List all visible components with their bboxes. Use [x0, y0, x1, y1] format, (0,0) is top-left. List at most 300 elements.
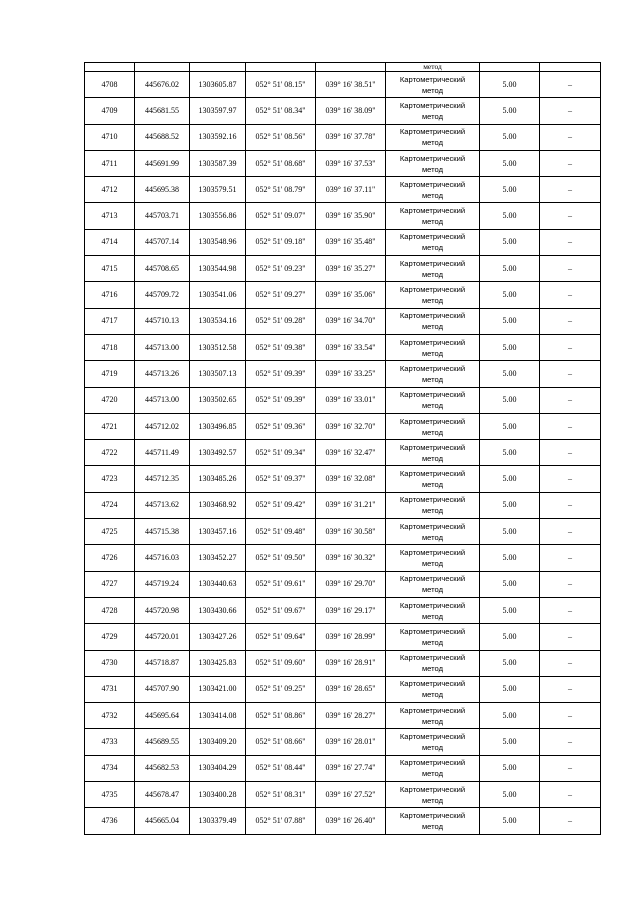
- accuracy-cell: 5.00: [480, 703, 540, 729]
- method-cell: [386, 755, 480, 781]
- method-cell: [386, 729, 480, 755]
- method-line-1: Картометрический: [399, 311, 466, 321]
- note-cell: –: [540, 703, 601, 729]
- method-cell: [386, 571, 480, 597]
- x-coordinate-cell: 445682.53: [135, 755, 190, 781]
- accuracy-cell: 5.00: [480, 203, 540, 229]
- y-coordinate-cell: 1303544.98: [190, 256, 246, 282]
- longitude-cell: 039° 16' 33.01": [316, 387, 386, 413]
- method-line-2: метод: [421, 585, 444, 595]
- table-row: [85, 308, 601, 334]
- table-row: [85, 387, 601, 413]
- note-cell: –: [540, 492, 601, 518]
- longitude-cell: 039° 16' 35.06": [316, 282, 386, 308]
- x-coordinate-cell: 445709.72: [135, 282, 190, 308]
- latitude-cell: 052° 51' 08.79": [246, 177, 316, 203]
- x-coordinate-cell: 445710.13: [135, 308, 190, 334]
- table-row: [85, 624, 601, 650]
- method-line-1: Картометрический: [399, 784, 466, 794]
- x-coordinate-cell: 445718.87: [135, 650, 190, 676]
- method-line-2: метод: [421, 743, 444, 753]
- y-coordinate-cell: 1303579.51: [190, 177, 246, 203]
- continuation-row: [85, 63, 601, 72]
- note-cell: –: [540, 676, 601, 702]
- note-cell: –: [540, 361, 601, 387]
- latitude-cell: 052° 51' 09.07": [246, 203, 316, 229]
- method-line-1: Картометрический: [399, 442, 466, 452]
- note-cell: –: [540, 729, 601, 755]
- table-row: [85, 597, 601, 623]
- longitude-cell: 039° 16' 32.70": [316, 413, 386, 439]
- method-line-1: Картометрический: [399, 574, 466, 584]
- longitude-cell: 039° 16' 31.21": [316, 492, 386, 518]
- note-cell: –: [540, 177, 601, 203]
- longitude-cell: 039° 16' 35.48": [316, 229, 386, 255]
- method-cell: [386, 177, 480, 203]
- note-cell: –: [540, 466, 601, 492]
- y-coordinate-cell: 1303457.16: [190, 519, 246, 545]
- longitude-cell: 039° 16' 37.53": [316, 150, 386, 176]
- method-line-1: Картометрический: [399, 653, 466, 663]
- y-coordinate-cell: 1303556.86: [190, 203, 246, 229]
- longitude-cell: 039° 16' 32.47": [316, 440, 386, 466]
- x-coordinate-cell: 445712.35: [135, 466, 190, 492]
- table-row: [85, 676, 601, 702]
- latitude-cell: 052° 51' 08.66": [246, 729, 316, 755]
- accuracy-cell: 5.00: [480, 782, 540, 808]
- method-cell: [386, 282, 480, 308]
- longitude-cell: 039° 16' 38.09": [316, 98, 386, 124]
- accuracy-cell: 5.00: [480, 413, 540, 439]
- method-line-1: Картометрический: [399, 127, 466, 137]
- x-coordinate-cell: 445720.01: [135, 624, 190, 650]
- note-cell: –: [540, 203, 601, 229]
- y-coordinate-cell: 1303409.20: [190, 729, 246, 755]
- note-cell: –: [540, 440, 601, 466]
- longitude-cell: 039° 16' 37.78": [316, 124, 386, 150]
- table-cell: [246, 63, 316, 72]
- point-number-cell: 4730: [85, 650, 135, 676]
- latitude-cell: 052° 51' 08.15": [246, 72, 316, 98]
- point-number-cell: 4726: [85, 545, 135, 571]
- coordinates-table: [84, 62, 601, 835]
- y-coordinate-cell: 1303592.16: [190, 124, 246, 150]
- accuracy-cell: 5.00: [480, 229, 540, 255]
- y-coordinate-cell: 1303400.28: [190, 782, 246, 808]
- x-coordinate-cell: 445713.62: [135, 492, 190, 518]
- method-line-2: метод: [421, 374, 444, 384]
- point-number-cell: 4718: [85, 334, 135, 360]
- point-number-cell: 4725: [85, 519, 135, 545]
- method-line-2: метод: [421, 637, 444, 647]
- note-cell: –: [540, 519, 601, 545]
- method-cell: [386, 597, 480, 623]
- point-number-cell: 4722: [85, 440, 135, 466]
- point-number-cell: 4709: [85, 98, 135, 124]
- table-row: [85, 72, 601, 98]
- latitude-cell: 052° 51' 09.27": [246, 282, 316, 308]
- table-row: [85, 782, 601, 808]
- longitude-cell: 039° 16' 35.90": [316, 203, 386, 229]
- point-number-cell: 4723: [85, 466, 135, 492]
- accuracy-cell: 5.00: [480, 256, 540, 282]
- table-row: [85, 98, 601, 124]
- longitude-cell: 039° 16' 30.58": [316, 519, 386, 545]
- note-cell: –: [540, 282, 601, 308]
- method-line-1: Картометрический: [399, 390, 466, 400]
- y-coordinate-cell: 1303425.83: [190, 650, 246, 676]
- x-coordinate-cell: 445715.38: [135, 519, 190, 545]
- method-cell: [386, 703, 480, 729]
- accuracy-cell: 5.00: [480, 150, 540, 176]
- point-number-cell: 4727: [85, 571, 135, 597]
- method-line-2: метод: [421, 322, 444, 332]
- method-cell: [386, 808, 480, 834]
- longitude-cell: 039° 16' 28.65": [316, 676, 386, 702]
- x-coordinate-cell: 445681.55: [135, 98, 190, 124]
- note-cell: –: [540, 808, 601, 834]
- method-line-1: Картометрический: [399, 732, 466, 742]
- accuracy-cell: 5.00: [480, 519, 540, 545]
- note-cell: –: [540, 334, 601, 360]
- method-cell: [386, 624, 480, 650]
- x-coordinate-cell: 445707.90: [135, 676, 190, 702]
- point-number-cell: 4720: [85, 387, 135, 413]
- x-coordinate-cell: 445711.49: [135, 440, 190, 466]
- table-cell: [190, 63, 246, 72]
- table-row: [85, 466, 601, 492]
- x-coordinate-cell: 445719.24: [135, 571, 190, 597]
- accuracy-cell: 5.00: [480, 676, 540, 702]
- method-cell: [386, 72, 480, 98]
- table-row: [85, 177, 601, 203]
- method-line-1: Картометрический: [399, 179, 466, 189]
- note-cell: –: [540, 308, 601, 334]
- method-line-1: Картометрический: [399, 469, 466, 479]
- latitude-cell: 052° 51' 09.48": [246, 519, 316, 545]
- table-cell: [85, 63, 135, 72]
- x-coordinate-cell: 445708.65: [135, 256, 190, 282]
- point-number-cell: 4724: [85, 492, 135, 518]
- accuracy-cell: 5.00: [480, 545, 540, 571]
- point-number-cell: 4719: [85, 361, 135, 387]
- y-coordinate-cell: 1303512.58: [190, 334, 246, 360]
- latitude-cell: 052° 51' 09.23": [246, 256, 316, 282]
- x-coordinate-cell: 445678.47: [135, 782, 190, 808]
- point-number-cell: 4735: [85, 782, 135, 808]
- note-cell: –: [540, 229, 601, 255]
- method-line-1: Картометрический: [399, 74, 466, 84]
- accuracy-cell: 5.00: [480, 177, 540, 203]
- latitude-cell: 052° 51' 09.28": [246, 308, 316, 334]
- x-coordinate-cell: 445691.99: [135, 150, 190, 176]
- point-number-cell: 4710: [85, 124, 135, 150]
- table-row: [85, 755, 601, 781]
- table-cell: [480, 63, 540, 72]
- method-line-2: метод: [421, 138, 444, 148]
- longitude-cell: 039° 16' 37.11": [316, 177, 386, 203]
- y-coordinate-cell: 1303492.57: [190, 440, 246, 466]
- method-cell: [386, 124, 480, 150]
- y-coordinate-cell: 1303468.92: [190, 492, 246, 518]
- point-number-cell: 4736: [85, 808, 135, 834]
- note-cell: –: [540, 124, 601, 150]
- longitude-cell: 039° 16' 28.27": [316, 703, 386, 729]
- longitude-cell: 039° 16' 27.52": [316, 782, 386, 808]
- x-coordinate-cell: 445712.02: [135, 413, 190, 439]
- table-row: [85, 203, 601, 229]
- method-line-1: Картометрический: [399, 758, 466, 768]
- note-cell: –: [540, 597, 601, 623]
- note-cell: –: [540, 571, 601, 597]
- latitude-cell: 052° 51' 09.50": [246, 545, 316, 571]
- y-coordinate-cell: 1303440.63: [190, 571, 246, 597]
- accuracy-cell: 5.00: [480, 282, 540, 308]
- method-cell: [386, 203, 480, 229]
- method-line-2: метод: [421, 243, 444, 253]
- latitude-cell: 052° 51' 09.36": [246, 413, 316, 439]
- y-coordinate-cell: 1303496.85: [190, 413, 246, 439]
- y-coordinate-cell: 1303587.39: [190, 150, 246, 176]
- method-cell: [386, 150, 480, 176]
- table-row: [85, 124, 601, 150]
- latitude-cell: 052° 51' 09.34": [246, 440, 316, 466]
- method-cell: [386, 676, 480, 702]
- table-row: [85, 492, 601, 518]
- method-cell: [386, 413, 480, 439]
- y-coordinate-cell: 1303379.49: [190, 808, 246, 834]
- method-line-2: метод: [421, 664, 444, 674]
- y-coordinate-cell: 1303541.06: [190, 282, 246, 308]
- x-coordinate-cell: 445713.00: [135, 334, 190, 360]
- latitude-cell: 052° 51' 09.25": [246, 676, 316, 702]
- accuracy-cell: 5.00: [480, 466, 540, 492]
- method-line-2: метод: [421, 296, 444, 306]
- method-line-1: Картометрический: [399, 810, 466, 820]
- method-line-2: метод: [421, 348, 444, 358]
- table-row: [85, 413, 601, 439]
- method-line-2: метод: [421, 506, 444, 516]
- latitude-cell: 052° 51' 08.44": [246, 755, 316, 781]
- latitude-cell: 052° 51' 09.60": [246, 650, 316, 676]
- note-cell: –: [540, 256, 601, 282]
- accuracy-cell: 5.00: [480, 387, 540, 413]
- note-cell: –: [540, 545, 601, 571]
- latitude-cell: 052° 51' 08.31": [246, 782, 316, 808]
- table-row: [85, 256, 601, 282]
- method-line-2: метод: [421, 401, 444, 411]
- point-number-cell: 4733: [85, 729, 135, 755]
- latitude-cell: 052° 51' 08.68": [246, 150, 316, 176]
- note-cell: –: [540, 387, 601, 413]
- method-cell: [386, 650, 480, 676]
- y-coordinate-cell: 1303452.27: [190, 545, 246, 571]
- method-line-2: метод: [421, 716, 444, 726]
- method-cell: [386, 98, 480, 124]
- accuracy-cell: 5.00: [480, 72, 540, 98]
- point-number-cell: 4711: [85, 150, 135, 176]
- y-coordinate-cell: 1303421.00: [190, 676, 246, 702]
- point-number-cell: 4708: [85, 72, 135, 98]
- accuracy-cell: 5.00: [480, 597, 540, 623]
- accuracy-cell: 5.00: [480, 440, 540, 466]
- method-line-1: Картометрический: [399, 337, 466, 347]
- table-cell: [540, 63, 601, 72]
- method-line-1: Картометрический: [399, 600, 466, 610]
- method-line-2: метод: [421, 453, 444, 463]
- point-number-cell: 4716: [85, 282, 135, 308]
- longitude-cell: 039° 16' 35.27": [316, 256, 386, 282]
- x-coordinate-cell: 445665.04: [135, 808, 190, 834]
- method-cell: [386, 466, 480, 492]
- y-coordinate-cell: 1303605.87: [190, 72, 246, 98]
- x-coordinate-cell: 445716.03: [135, 545, 190, 571]
- longitude-cell: 039° 16' 34.70": [316, 308, 386, 334]
- latitude-cell: 052° 51' 08.56": [246, 124, 316, 150]
- point-number-cell: 4732: [85, 703, 135, 729]
- note-cell: –: [540, 650, 601, 676]
- y-coordinate-cell: 1303404.29: [190, 755, 246, 781]
- method-line-2: метод: [421, 795, 444, 805]
- table-row: [85, 150, 601, 176]
- method-cell: [386, 782, 480, 808]
- method-cell: [386, 334, 480, 360]
- y-coordinate-cell: 1303502.65: [190, 387, 246, 413]
- note-cell: –: [540, 755, 601, 781]
- method-line-1: Картометрический: [399, 206, 466, 216]
- table-row: [85, 361, 601, 387]
- x-coordinate-cell: 445695.64: [135, 703, 190, 729]
- y-coordinate-cell: 1303430.66: [190, 597, 246, 623]
- method-cell: [386, 229, 480, 255]
- accuracy-cell: 5.00: [480, 624, 540, 650]
- x-coordinate-cell: 445720.98: [135, 597, 190, 623]
- accuracy-cell: 5.00: [480, 650, 540, 676]
- table-row: [85, 808, 601, 834]
- method-line-1: Картометрический: [399, 679, 466, 689]
- x-coordinate-cell: 445688.52: [135, 124, 190, 150]
- accuracy-cell: 5.00: [480, 571, 540, 597]
- table-row: [85, 282, 601, 308]
- longitude-cell: 039° 16' 33.54": [316, 334, 386, 360]
- method-line-1: Картометрический: [399, 416, 466, 426]
- method-line-1: Картометрический: [399, 521, 466, 531]
- method-line-2: метод: [421, 821, 444, 831]
- method-line-2: метод: [421, 532, 444, 542]
- point-number-cell: 4728: [85, 597, 135, 623]
- table-row: [85, 571, 601, 597]
- longitude-cell: 039° 16' 30.32": [316, 545, 386, 571]
- table-row: [85, 440, 601, 466]
- table-row: [85, 519, 601, 545]
- longitude-cell: 039° 16' 26.40": [316, 808, 386, 834]
- longitude-cell: 039° 16' 38.51": [316, 72, 386, 98]
- method-line-2: метод: [421, 690, 444, 700]
- method-line-1: Картометрический: [399, 153, 466, 163]
- y-coordinate-cell: 1303597.97: [190, 98, 246, 124]
- note-cell: –: [540, 413, 601, 439]
- method-cell: [386, 361, 480, 387]
- longitude-cell: 039° 16' 29.70": [316, 571, 386, 597]
- method-cell: [386, 387, 480, 413]
- point-number-cell: 4714: [85, 229, 135, 255]
- table-body: [85, 63, 601, 835]
- point-number-cell: 4717: [85, 308, 135, 334]
- longitude-cell: 039° 16' 27.74": [316, 755, 386, 781]
- point-number-cell: 4712: [85, 177, 135, 203]
- x-coordinate-cell: 445676.02: [135, 72, 190, 98]
- latitude-cell: 052° 51' 09.39": [246, 387, 316, 413]
- note-cell: –: [540, 624, 601, 650]
- method-line-2: метод: [421, 85, 444, 95]
- note-cell: –: [540, 150, 601, 176]
- method-line-1: Картометрический: [399, 626, 466, 636]
- note-cell: –: [540, 98, 601, 124]
- x-coordinate-cell: 445689.55: [135, 729, 190, 755]
- y-coordinate-cell: 1303414.08: [190, 703, 246, 729]
- method-line-2: метод: [421, 269, 444, 279]
- method-line-2: метод: [421, 190, 444, 200]
- point-number-cell: 4729: [85, 624, 135, 650]
- point-number-cell: 4721: [85, 413, 135, 439]
- latitude-cell: 052° 51' 08.34": [246, 98, 316, 124]
- accuracy-cell: 5.00: [480, 308, 540, 334]
- method-cell: [386, 256, 480, 282]
- longitude-cell: 039° 16' 28.91": [316, 650, 386, 676]
- point-number-cell: 4713: [85, 203, 135, 229]
- method-line-1: Картометрический: [399, 363, 466, 373]
- method-cell: [386, 492, 480, 518]
- table-row: [85, 334, 601, 360]
- latitude-cell: 052° 51' 09.18": [246, 229, 316, 255]
- accuracy-cell: 5.00: [480, 124, 540, 150]
- method-cell: [386, 440, 480, 466]
- latitude-cell: 052° 51' 09.67": [246, 597, 316, 623]
- method-cell: [386, 308, 480, 334]
- method-line-1: Картометрический: [399, 258, 466, 268]
- x-coordinate-cell: 445695.38: [135, 177, 190, 203]
- longitude-cell: 039° 16' 33.25": [316, 361, 386, 387]
- accuracy-cell: 5.00: [480, 334, 540, 360]
- method-line-2: метод: [421, 427, 444, 437]
- continuation-method-cell: метод: [386, 63, 480, 72]
- latitude-cell: 052° 51' 09.64": [246, 624, 316, 650]
- accuracy-cell: 5.00: [480, 492, 540, 518]
- method-line-1: Картометрический: [399, 705, 466, 715]
- point-number-cell: 4715: [85, 256, 135, 282]
- y-coordinate-cell: 1303548.96: [190, 229, 246, 255]
- table-row: [85, 729, 601, 755]
- table-row: [85, 229, 601, 255]
- table-row: [85, 650, 601, 676]
- x-coordinate-cell: 445703.71: [135, 203, 190, 229]
- longitude-cell: 039° 16' 29.17": [316, 597, 386, 623]
- table-cell: [316, 63, 386, 72]
- latitude-cell: 052° 51' 09.61": [246, 571, 316, 597]
- method-line-1: Картометрический: [399, 547, 466, 557]
- longitude-cell: 039° 16' 32.08": [316, 466, 386, 492]
- longitude-cell: 039° 16' 28.01": [316, 729, 386, 755]
- method-line-2: метод: [421, 217, 444, 227]
- latitude-cell: 052° 51' 07.88": [246, 808, 316, 834]
- accuracy-cell: 5.00: [480, 361, 540, 387]
- y-coordinate-cell: 1303485.26: [190, 466, 246, 492]
- latitude-cell: 052° 51' 08.86": [246, 703, 316, 729]
- method-cell: [386, 519, 480, 545]
- method-line-2: метод: [421, 480, 444, 490]
- method-line-1: Картометрический: [399, 100, 466, 110]
- accuracy-cell: 5.00: [480, 808, 540, 834]
